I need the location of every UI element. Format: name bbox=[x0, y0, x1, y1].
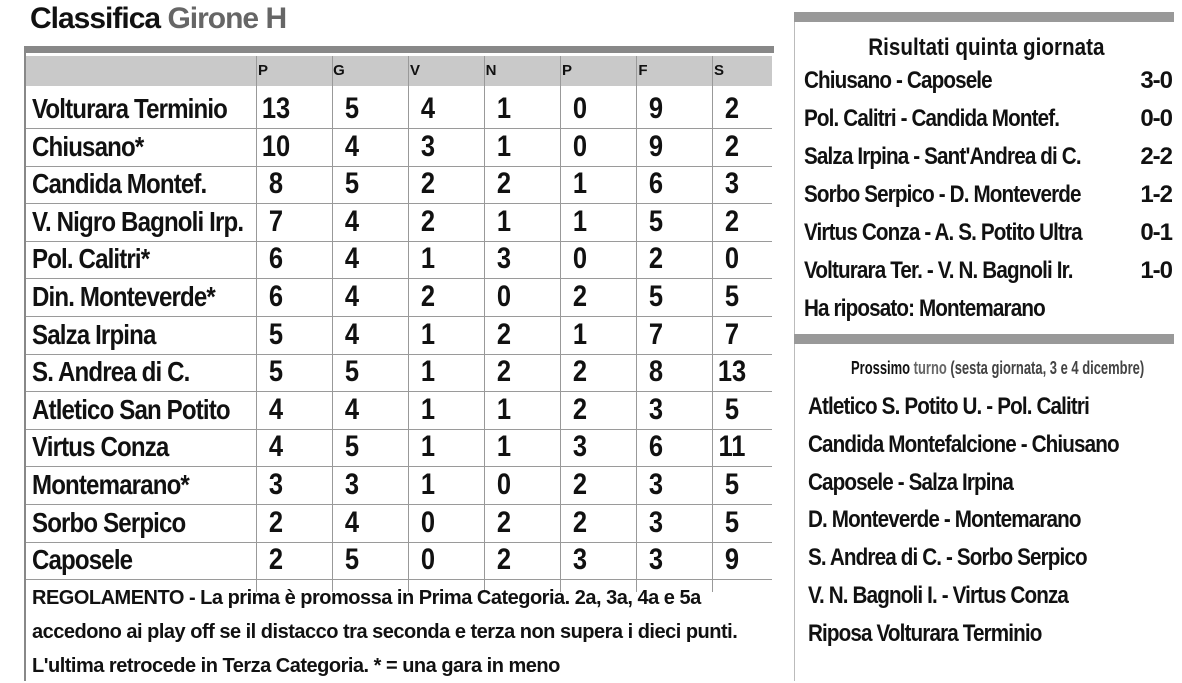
team-name: V. Nigro Bagnoli Irp. bbox=[32, 205, 244, 237]
result-match: Virtus Conza - A. S. Potito Ultra bbox=[804, 219, 1082, 246]
cell-s: 7 bbox=[724, 317, 740, 351]
result-score: 3-0 bbox=[1140, 67, 1172, 94]
next-top-bar bbox=[794, 334, 1174, 344]
table-row bbox=[26, 466, 772, 505]
cell-s: 0 bbox=[724, 242, 740, 276]
cell-n: 0 bbox=[496, 468, 512, 501]
standings-table bbox=[24, 46, 774, 681]
cell-n: 1 bbox=[496, 392, 512, 426]
cell-v: 1 bbox=[420, 392, 436, 426]
cell-g: 4 bbox=[344, 129, 360, 163]
team-name: Montemarano* bbox=[32, 469, 189, 500]
cell-g: 5 bbox=[344, 92, 360, 125]
team-name: Chiusano* bbox=[32, 130, 144, 162]
next-match: Caposele - Salza Irpina bbox=[808, 468, 1014, 496]
table-row bbox=[26, 203, 772, 242]
team-name: Atletico San Potito bbox=[32, 393, 230, 425]
cell-v: 1 bbox=[420, 468, 436, 501]
result-match: Sorbo Serpico - D. Monteverde bbox=[804, 181, 1081, 208]
table-row bbox=[26, 391, 772, 430]
cell-p: 7 bbox=[268, 204, 284, 238]
col-header-s: S bbox=[713, 62, 724, 79]
cell-g: 4 bbox=[344, 242, 360, 276]
cell-v: 2 bbox=[420, 280, 436, 313]
cell-p: 3 bbox=[268, 468, 284, 501]
result-match: Pol. Calitri - Candida Montef. bbox=[804, 105, 1060, 132]
cell-p: 4 bbox=[268, 430, 284, 464]
cell-p: 5 bbox=[268, 355, 284, 389]
result-score: 1-0 bbox=[1140, 257, 1172, 284]
next-title-detail: (sesta giornata, 3 e 4 dicembre) bbox=[950, 358, 1145, 378]
result-score: 0-0 bbox=[1140, 105, 1172, 132]
cell-pe: 1 bbox=[572, 204, 588, 238]
cell-f: 9 bbox=[648, 129, 664, 163]
cell-f: 8 bbox=[648, 355, 664, 389]
cell-f: 3 bbox=[648, 468, 664, 501]
cell-n: 2 bbox=[496, 317, 512, 351]
cell-s: 5 bbox=[724, 468, 740, 501]
regolamento-note: REGOLAMENTO - La prima è promossa in Prima Categoria. 2a, 3a, 4a e 5a accedono ai play off se il distacco tra seconda e terza non supera i dieci punti. L'ultima retrocede in Terza Categoria. * = una gara in meno bbox=[32, 587, 738, 677]
cell-pe: 0 bbox=[572, 92, 588, 125]
team-name: Din. Monteverde* bbox=[32, 281, 215, 312]
team-name: Sorbo Serpico bbox=[32, 506, 186, 538]
cell-g: 4 bbox=[344, 392, 360, 426]
cell-g: 4 bbox=[344, 280, 360, 313]
cell-pe: 2 bbox=[572, 280, 588, 313]
cell-g: 5 bbox=[344, 355, 360, 389]
cell-p: 6 bbox=[268, 242, 284, 276]
cell-p: 10 bbox=[261, 129, 291, 163]
result-row bbox=[804, 214, 1174, 252]
results-rest-text: Ha riposato: Montemarano bbox=[804, 295, 1045, 322]
cell-pe: 3 bbox=[572, 430, 588, 464]
result-match: Chiusano - Caposele bbox=[804, 67, 992, 94]
cell-g: 5 bbox=[344, 167, 360, 201]
cell-p: 13 bbox=[261, 92, 291, 125]
result-match: Volturara Ter. - V. N. Bagnoli Ir. bbox=[804, 257, 1073, 284]
next-round-title bbox=[794, 358, 1178, 379]
table-row bbox=[26, 90, 772, 129]
cell-f: 6 bbox=[648, 430, 664, 464]
cell-pe: 2 bbox=[572, 505, 588, 539]
cell-s: 2 bbox=[724, 129, 740, 163]
cell-v: 1 bbox=[420, 430, 436, 464]
next-match: V. N. Bagnoli I. - Virtus Conza bbox=[808, 582, 1069, 609]
cell-f: 3 bbox=[648, 543, 664, 577]
team-name: Candida Montef. bbox=[32, 168, 207, 200]
cell-s: 3 bbox=[724, 167, 740, 201]
cell-n: 2 bbox=[496, 505, 512, 539]
result-row bbox=[804, 62, 1174, 100]
cell-s: 5 bbox=[724, 280, 740, 313]
next-match: Atletico S. Potito U. - Pol. Calitri bbox=[808, 393, 1089, 420]
col-header-v: V bbox=[409, 62, 420, 79]
next-title-turno: turno bbox=[913, 358, 947, 378]
table-top-rule bbox=[24, 46, 774, 53]
results-title-text: Risultati quinta giornata bbox=[867, 34, 1105, 61]
cell-s: 5 bbox=[724, 505, 740, 539]
team-name: Salza Irpina bbox=[32, 318, 156, 350]
next-match: Candida Montefalcione - Chiusano bbox=[808, 430, 1119, 458]
table-header bbox=[26, 56, 772, 86]
result-match: Salza Irpina - Sant'Andrea di C. bbox=[804, 143, 1081, 170]
cell-v: 0 bbox=[420, 505, 436, 539]
col-header-g: G bbox=[333, 62, 345, 79]
cell-n: 1 bbox=[496, 92, 512, 125]
result-row bbox=[804, 252, 1174, 290]
cell-v: 3 bbox=[420, 129, 436, 163]
cell-n: 2 bbox=[496, 167, 512, 201]
next-title-prossimo: Prossimo bbox=[851, 358, 911, 378]
cell-pe: 2 bbox=[572, 392, 588, 426]
table-row bbox=[26, 504, 772, 543]
cell-f: 7 bbox=[648, 317, 664, 351]
cell-g: 5 bbox=[344, 543, 360, 577]
cell-n: 1 bbox=[496, 129, 512, 163]
table-row bbox=[26, 240, 772, 279]
cell-n: 2 bbox=[496, 543, 512, 577]
next-match: D. Monteverde - Montemarano bbox=[808, 506, 1081, 534]
cell-pe: 2 bbox=[572, 355, 588, 389]
next-match: S. Andrea di C. - Sorbo Serpico bbox=[808, 544, 1087, 572]
result-row bbox=[804, 100, 1174, 138]
results-title bbox=[794, 34, 1178, 62]
col-header-p: P bbox=[257, 62, 268, 79]
table-row bbox=[26, 316, 772, 355]
table-row bbox=[26, 278, 772, 317]
cell-f: 3 bbox=[648, 505, 664, 539]
cell-p: 5 bbox=[268, 317, 284, 351]
team-name: Volturara Terminio bbox=[32, 93, 228, 124]
cell-s: 2 bbox=[724, 204, 740, 238]
col-header-n: N bbox=[485, 62, 497, 79]
cell-g: 4 bbox=[344, 505, 360, 539]
team-name: Virtus Conza bbox=[32, 431, 169, 463]
cell-n: 3 bbox=[496, 242, 512, 276]
cell-v: 1 bbox=[420, 355, 436, 389]
table-row bbox=[26, 541, 772, 580]
team-name: Caposele bbox=[32, 544, 133, 576]
col-header-pe: P bbox=[561, 62, 572, 79]
cell-f: 5 bbox=[648, 204, 664, 238]
result-score: 1-2 bbox=[1140, 181, 1172, 208]
cell-s: 9 bbox=[724, 543, 740, 577]
results-rest bbox=[804, 290, 1174, 328]
table-row bbox=[26, 128, 772, 167]
cell-pe: 1 bbox=[572, 317, 588, 351]
cell-f: 5 bbox=[648, 280, 664, 313]
cell-v: 1 bbox=[420, 317, 436, 351]
cell-p: 6 bbox=[268, 280, 284, 313]
results-top-bar bbox=[794, 12, 1174, 22]
cell-g: 5 bbox=[344, 430, 360, 464]
cell-s: 13 bbox=[717, 355, 747, 389]
cell-pe: 3 bbox=[572, 543, 588, 577]
table-row bbox=[26, 428, 772, 467]
cell-f: 6 bbox=[648, 167, 664, 201]
cell-v: 2 bbox=[420, 204, 436, 238]
standings-title-sub: Girone H bbox=[167, 2, 287, 35]
cell-f: 9 bbox=[648, 92, 664, 125]
cell-p: 4 bbox=[268, 392, 284, 426]
cell-n: 2 bbox=[496, 355, 512, 389]
result-score: 2-2 bbox=[1140, 143, 1172, 170]
standings-title-main: Classifica bbox=[30, 2, 161, 35]
cell-f: 3 bbox=[648, 392, 664, 426]
cell-v: 1 bbox=[420, 242, 436, 276]
cell-v: 0 bbox=[420, 543, 436, 577]
cell-v: 4 bbox=[420, 92, 436, 125]
cell-n: 1 bbox=[496, 430, 512, 464]
cell-f: 2 bbox=[648, 242, 664, 276]
table-row bbox=[26, 165, 772, 204]
cell-g: 3 bbox=[344, 468, 360, 501]
cell-n: 0 bbox=[496, 280, 512, 313]
result-score: 0-1 bbox=[1140, 219, 1172, 246]
cell-s: 5 bbox=[724, 392, 740, 426]
cell-pe: 0 bbox=[572, 129, 588, 163]
cell-pe: 2 bbox=[572, 468, 588, 501]
cell-s: 11 bbox=[718, 430, 746, 464]
cell-pe: 0 bbox=[572, 242, 588, 276]
result-row bbox=[804, 138, 1174, 176]
next-round-panel bbox=[794, 346, 1178, 681]
col-header-f: F bbox=[638, 62, 648, 79]
result-row bbox=[804, 176, 1174, 214]
cell-g: 4 bbox=[344, 317, 360, 351]
cell-v: 2 bbox=[420, 167, 436, 201]
results-panel bbox=[794, 24, 1178, 324]
cell-p: 2 bbox=[268, 505, 284, 539]
team-name: Pol. Calitri* bbox=[32, 243, 150, 275]
cell-s: 2 bbox=[724, 92, 740, 125]
next-match: Riposa Volturara Terminio bbox=[808, 619, 1042, 647]
standings-title bbox=[30, 2, 286, 42]
cell-pe: 1 bbox=[572, 167, 588, 201]
cell-n: 1 bbox=[496, 204, 512, 238]
cell-p: 8 bbox=[268, 167, 284, 201]
cell-p: 2 bbox=[268, 543, 284, 577]
cell-g: 4 bbox=[344, 204, 360, 238]
team-name: S. Andrea di C. bbox=[32, 356, 190, 388]
table-row bbox=[26, 353, 772, 392]
